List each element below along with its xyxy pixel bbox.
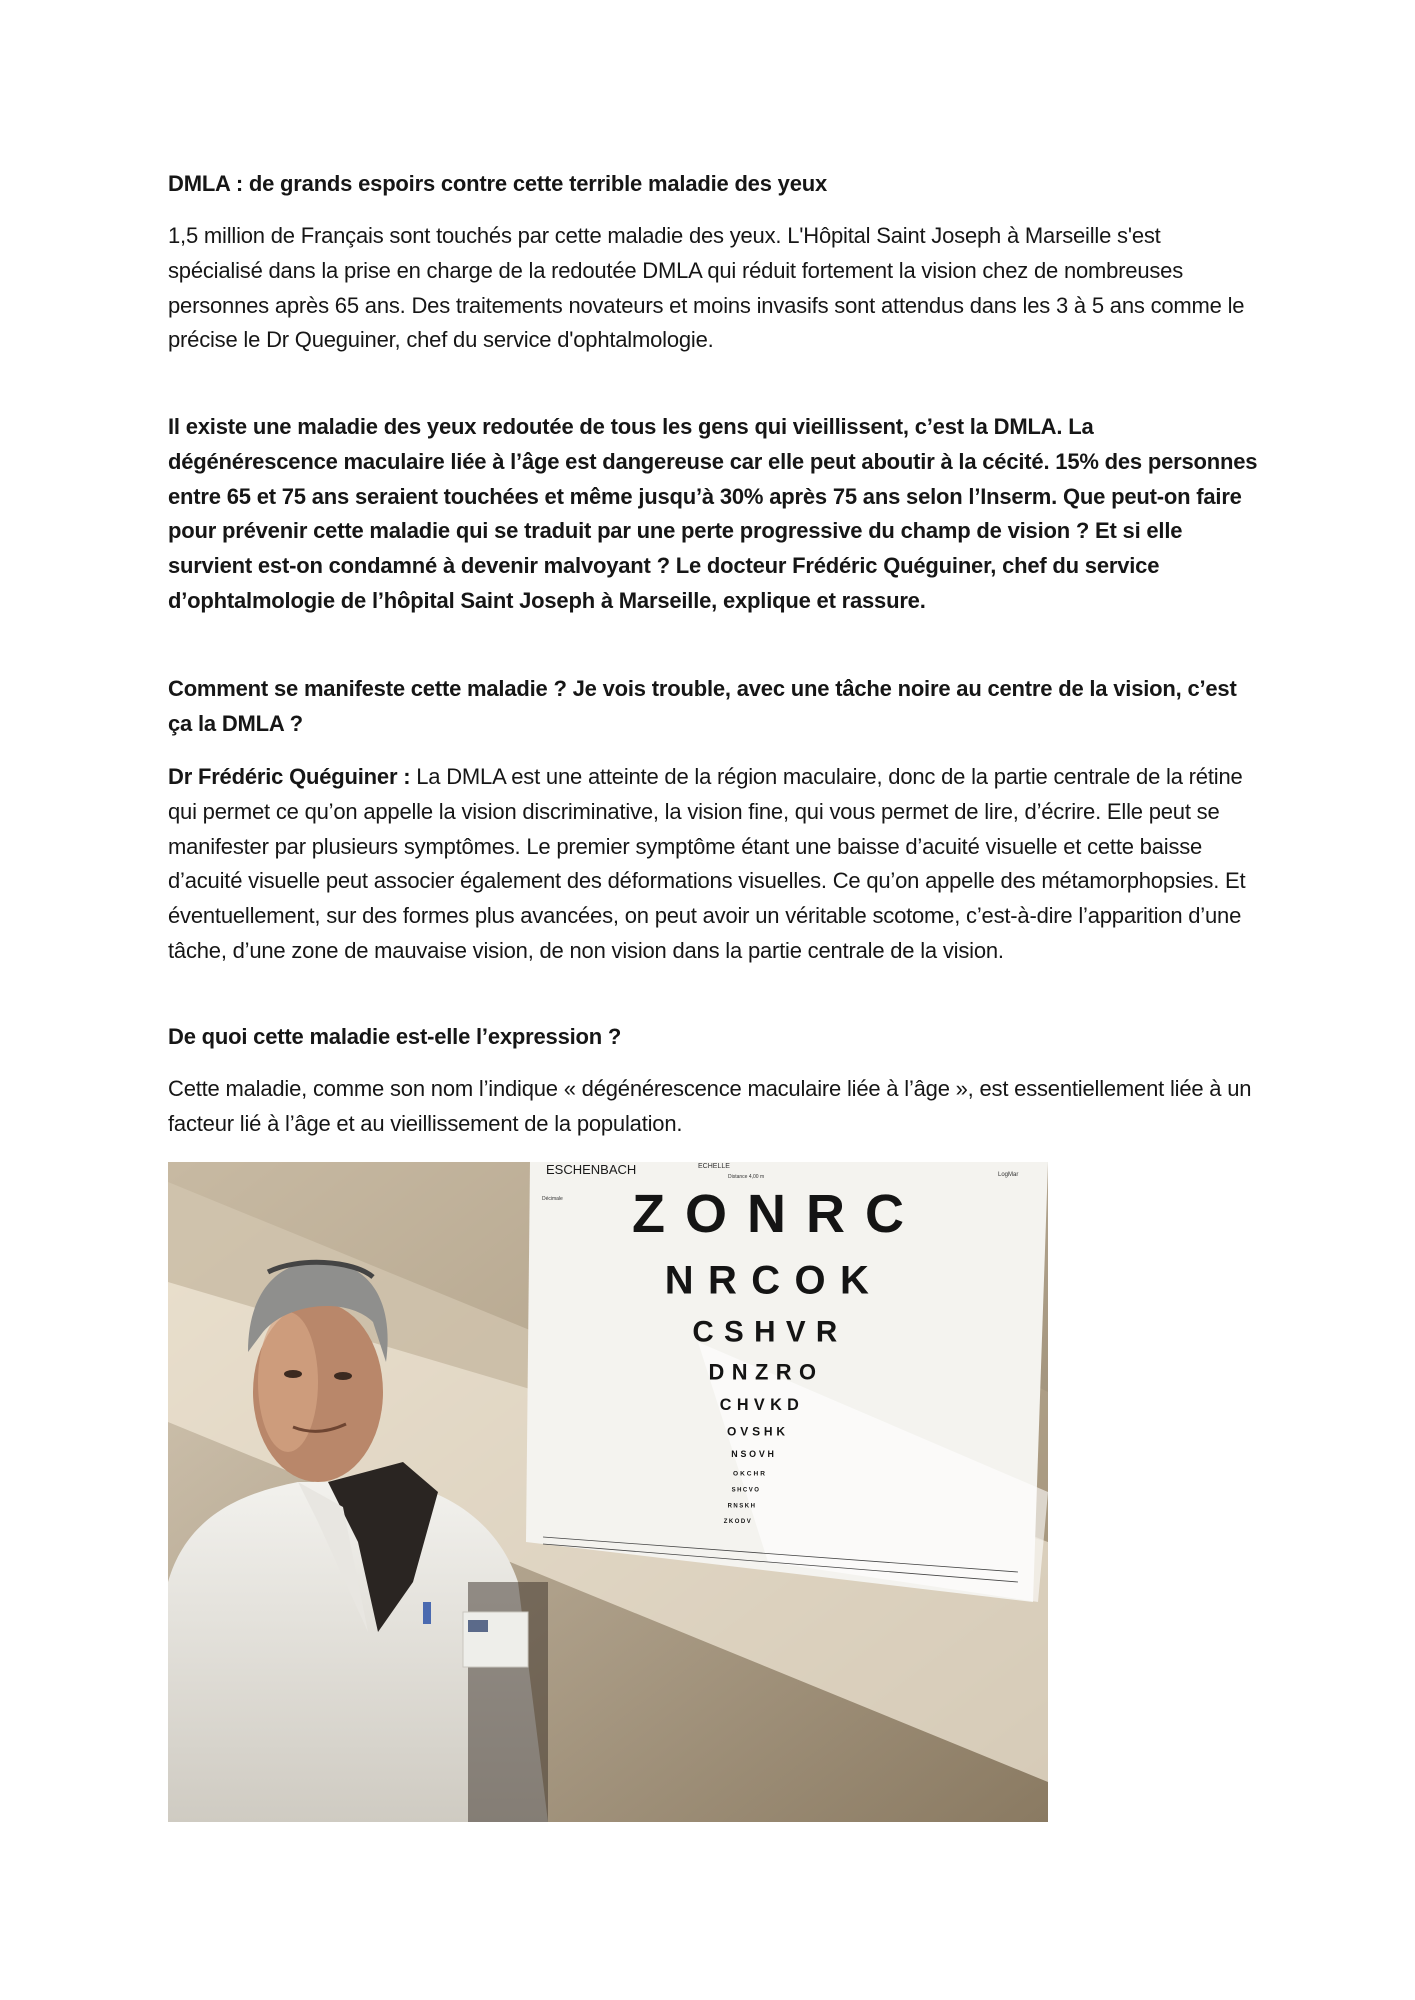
chart-row: ZONRC (632, 1184, 924, 1244)
lead-paragraph: Il existe une maladie des yeux redoutée de tous les gens qui vieillissent, c’est la DMLA. La dégénérescence maculaire liée à l’âge est dangereuse car elle peut aboutir à la cécité. 15% des personnes entre 65 et 75 ans seraient touchées et même jusqu’à 30% après 75 ans selon l’Inserm. Que peut-on faire pour prévenir cette maladie qui se traduit par une perte progressive du champ de vision ? Et si elle survient est-on condamné à devenir malvoyant ? Le docteur Frédéric Quéguiner, chef du service d’ophtalmologie de l’hôpital Saint Joseph à Marseille, explique et rassure. (168, 414, 1258, 613)
chart-brand: ESCHENBACH (546, 1162, 637, 1177)
chart-header: ECHELLE (698, 1163, 730, 1170)
chart-row: NRCOK (664, 1258, 884, 1303)
chart-row: CSHVR (692, 1315, 848, 1349)
eye-chart (526, 1162, 1048, 1602)
chart-logmar: LogMar (998, 1172, 1019, 1178)
chart-row: OKCHR (732, 1470, 768, 1478)
chart-row: SHCVO (731, 1487, 761, 1494)
article-title: DMLA : de grands espoirs contre cette terrible maladie des yeux (168, 171, 828, 196)
intro-paragraph: 1,5 million de Français sont touchés par cette maladie des yeux. L'Hôpital Saint Joseph à Marseille s'est spécialisé dans la prise en charge de la redoutée DMLA qui réduit fortement la vision chez de nombreuses personnes après 65 ans. Des traitements novateurs et moins invasifs sont attendus dans les 3 à 5 ans comme le précise le Dr Queguiner, chef du service d'ophtalmologie. (168, 223, 1245, 353)
interview-question-2: De quoi cette maladie est-elle l’expression ? (168, 1024, 622, 1049)
chart-distance: Distance 4,00 m (728, 1174, 765, 1180)
chart-decimale: Décimale (542, 1196, 563, 1202)
interview-question-1: Comment se manifeste cette maladie ? Je vois trouble, avec une tâche noire au centre de la vision, c’est ça la DMLA ? (168, 676, 1237, 736)
chart-row: DNZRO (708, 1359, 824, 1385)
chart-row: CHVKD (719, 1396, 805, 1415)
interview-answer-2: Cette maladie, comme son nom l’indique « dégénérescence maculaire liée à l’âge », est essentiellement liée à un facteur lié à l’âge et au vieillissement de la population. (168, 1076, 1252, 1136)
chart-row: ZKODV (723, 1518, 753, 1525)
speaker-name: Dr Frédéric Quéguiner : (168, 764, 411, 789)
chart-row: OVSHK (727, 1424, 789, 1439)
answer-text: La DMLA est une atteinte de la région maculaire, donc de la partie centrale de la rétine qui permet ce qu’on appelle la vision discriminative, la vision fine, qui vous permet de lire, d’écrire. Elle peut se manifester par plusieurs symptômes. Le premier symptôme étant une baisse d’acuité visuelle et cette baisse d’acuité visuelle peut associer également des déformations visuelles. Ce qu’on appelle des métamorphopsies. Et éventuellement, sur des formes plus avancées, on peut avoir un véritable scotome, c’est-à-dire l’apparition d’une tâche, d’une zone de mauvaise vision, de non vision dans la partie centrale de la vision. (168, 764, 1246, 963)
interview-answer-1 (168, 760, 1258, 969)
chart-row: RNSKH (727, 1503, 757, 1510)
chart-row: NSOVH (731, 1448, 777, 1459)
doctor-photo (168, 1162, 1048, 1822)
